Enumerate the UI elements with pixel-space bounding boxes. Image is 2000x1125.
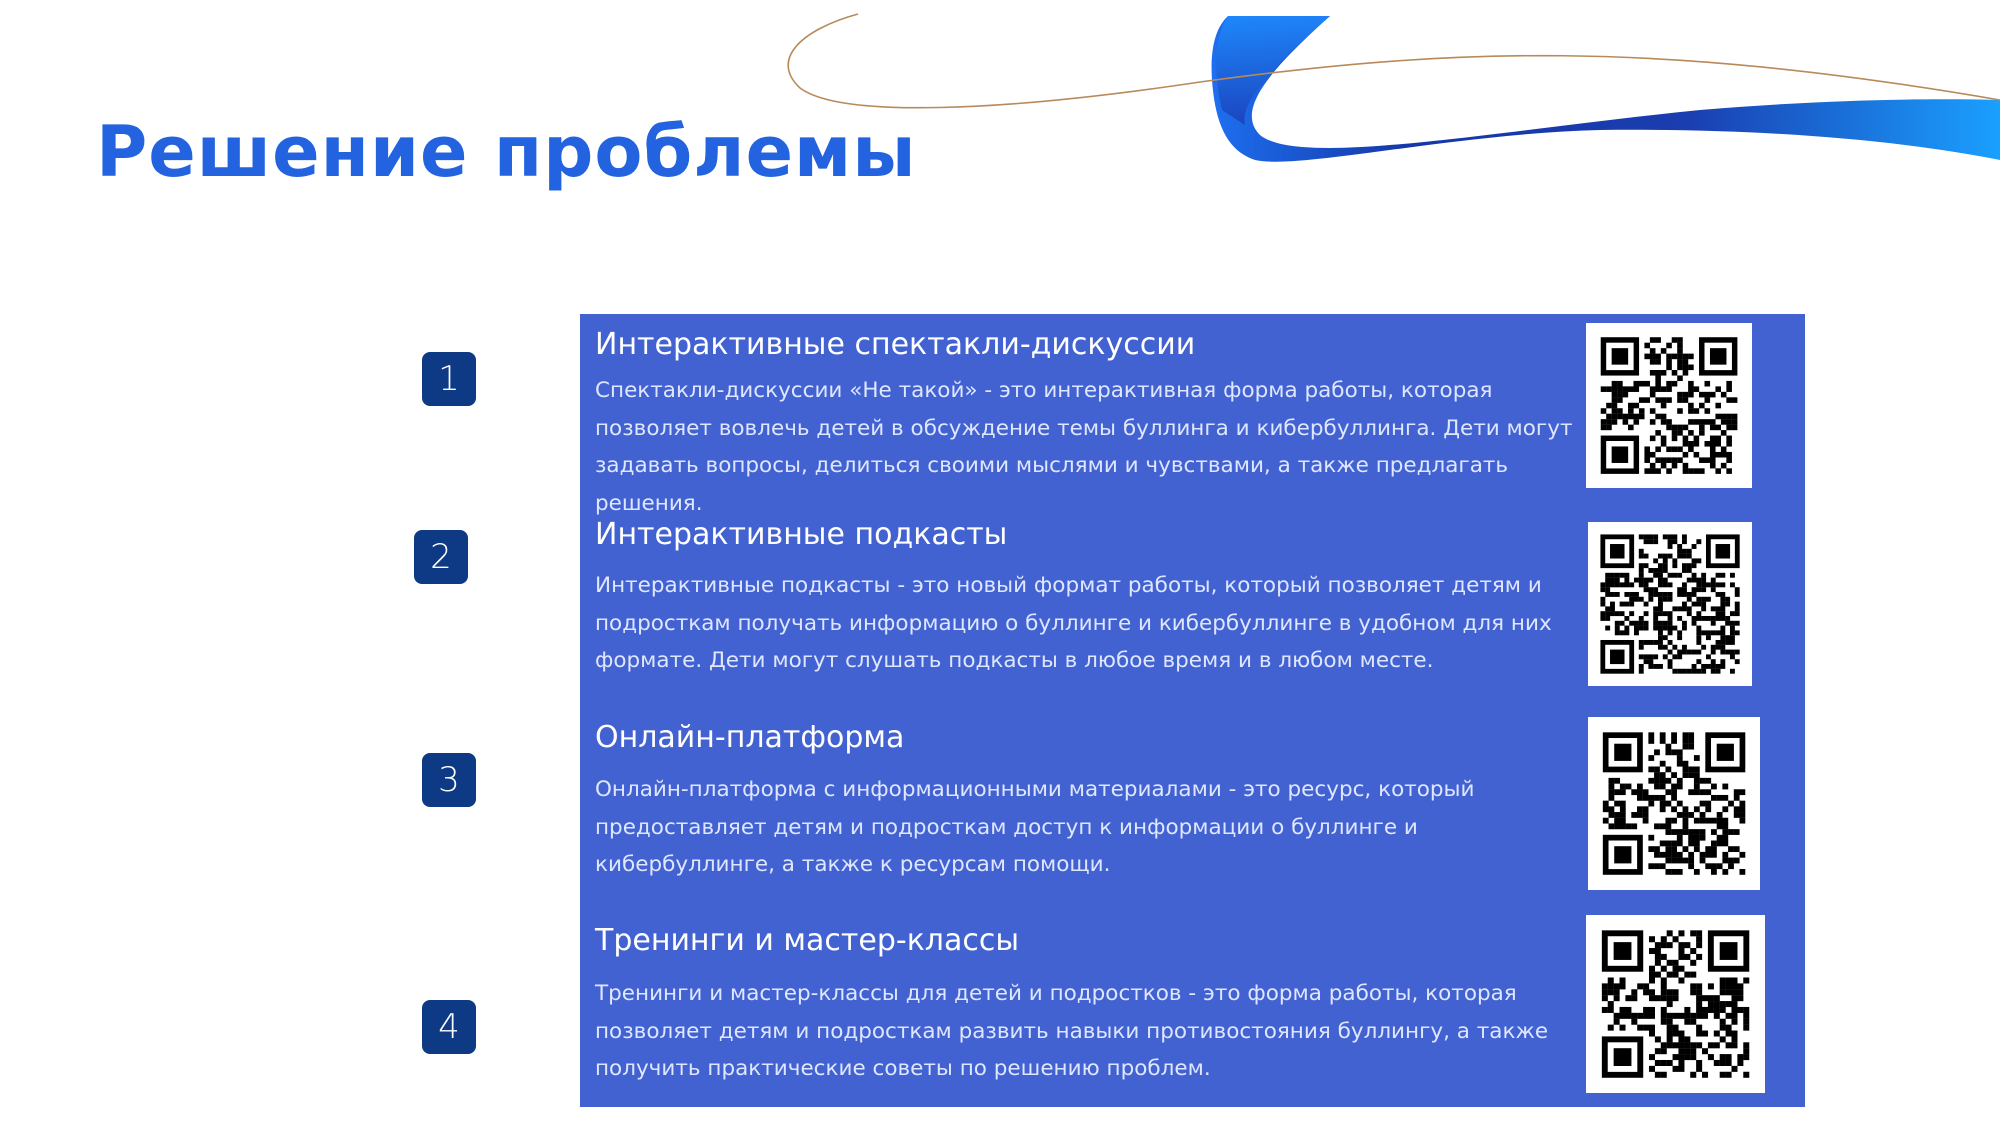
qr-code-icon[interactable]: [1586, 915, 1765, 1093]
page-title: Решение проблемы: [96, 111, 917, 193]
item-1-text: Спектакли-дискуссии «Не такой» - это интерактивная форма работы, которая позволяет вовлечь детей в обсуждение темы буллинга и кибербуллинга. Дети могут задавать вопросы, делиться своими мыслями и чувствами, а также предлагать решения.: [595, 378, 1573, 516]
qr-code-icon[interactable]: [1588, 522, 1752, 686]
item-4-text: Тренинги и мастер-классы для детей и подростков - это форма работы, которая позволяет детям и подросткам развить навыки противостояния буллингу, а также получить практические советы по решению проблем.: [595, 981, 1549, 1081]
item-3-text: Онлайн-платформа с информационными материалами - это ресурс, который предоставляет детям и подросткам доступ к информации о буллинге и кибербуллинге, а также к ресурсам помощи.: [595, 777, 1475, 877]
step-badge-1: [422, 352, 476, 406]
step-number: 1: [438, 359, 460, 399]
step-badge-2: [414, 530, 468, 584]
item-2-title: Интерактивные подкасты: [595, 517, 1008, 552]
item-3-title: Онлайн-платформа: [595, 720, 905, 755]
step-badge-4: [422, 1000, 476, 1054]
step-number: 2: [430, 537, 452, 577]
item-1-title: Интерактивные спектакли-дискуссии: [595, 327, 1196, 362]
step-number: 3: [438, 760, 460, 800]
item-4-title: Тренинги и мастер-классы: [595, 923, 1020, 958]
step-badge-3: [422, 753, 476, 807]
item-2-text: Интерактивные подкасты - это новый формат работы, который позволяет детям и подросткам получать информацию о буллинге и кибербуллинге в удобном для них формате. Дети могут слушать подкасты в любое время и в любом месте.: [595, 573, 1552, 673]
step-number: 4: [438, 1007, 460, 1047]
content-panel: [580, 314, 1805, 1107]
qr-code-icon[interactable]: [1586, 323, 1752, 488]
qr-code-icon[interactable]: [1588, 717, 1760, 890]
